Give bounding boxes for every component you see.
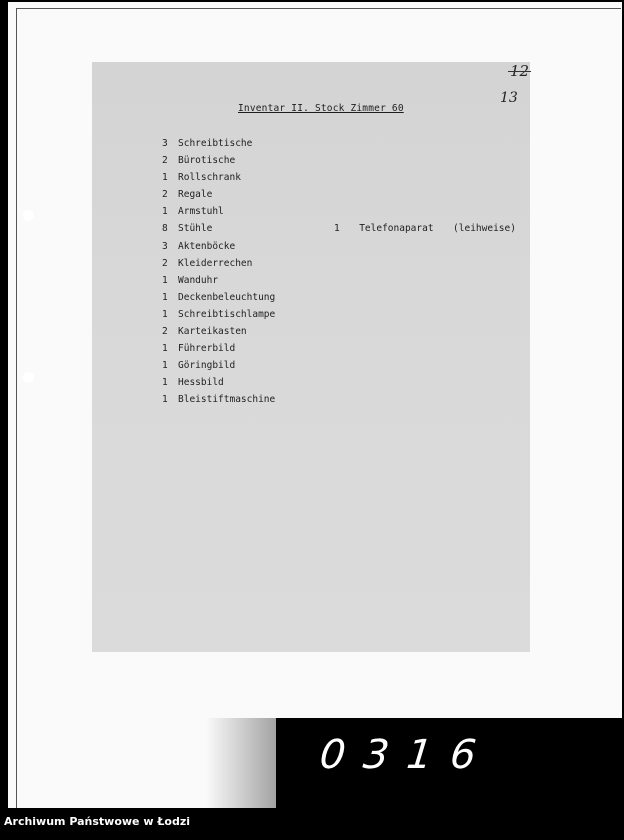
list-item — [162, 326, 275, 343]
item-name: Regale — [178, 189, 213, 201]
item-name: Kleiderrechen — [178, 257, 253, 269]
item-quantity: 2 — [162, 326, 168, 338]
list-item — [162, 172, 275, 189]
film-strip — [276, 718, 624, 808]
inventory-list — [162, 138, 275, 412]
list-item — [162, 223, 275, 240]
item-name: Deckenbeleuchtung — [178, 291, 276, 303]
list-item — [162, 377, 275, 394]
list-item — [162, 275, 275, 292]
item-name: Stühle — [178, 223, 213, 235]
item-quantity: 2 — [162, 189, 168, 201]
item-name: Führerbild — [178, 343, 236, 355]
item-name: Rollschrank — [178, 172, 241, 184]
side-note-remark: (leihweise) — [453, 223, 516, 234]
item-quantity: 8 — [162, 223, 168, 235]
item-quantity: 1 — [162, 172, 168, 184]
scan-frame — [8, 2, 622, 808]
item-name: Schreibtischlampe — [178, 308, 276, 320]
list-item — [162, 360, 275, 377]
item-quantity: 1 — [162, 308, 168, 320]
item-name: Hessbild — [178, 377, 224, 389]
item-name: Göringbild — [178, 360, 236, 372]
item-quantity: 3 — [162, 138, 168, 149]
item-quantity: 1 — [162, 274, 168, 286]
page-title: Inventar II. Stock Zimmer 60 — [238, 103, 404, 114]
punch-hole — [23, 372, 34, 383]
list-item — [162, 394, 275, 411]
item-name: Wanduhr — [178, 274, 219, 286]
item-name: Karteikasten — [178, 326, 247, 338]
item-name: Bürotische — [178, 155, 236, 167]
item-quantity: 1 — [162, 343, 168, 355]
side-note — [334, 223, 516, 234]
list-item — [162, 138, 275, 155]
item-quantity: 1 — [162, 377, 168, 389]
item-quantity: 1 — [162, 360, 168, 372]
list-item — [162, 189, 275, 206]
list-item — [162, 292, 275, 309]
item-name: Bleistiftmaschine — [178, 394, 276, 406]
item-quantity: 1 — [162, 206, 168, 218]
side-note-name: Telefonaparat — [359, 223, 434, 234]
list-item — [162, 258, 275, 275]
item-quantity: 1 — [162, 394, 168, 406]
list-item — [162, 206, 275, 223]
item-name: Armstuhl — [178, 206, 224, 218]
document-page — [92, 62, 530, 652]
item-quantity: 2 — [162, 257, 168, 269]
punch-hole — [23, 210, 34, 221]
folio-number-crossed: 12 — [510, 62, 530, 80]
list-item — [162, 155, 275, 172]
item-quantity: 2 — [162, 155, 168, 167]
item-name: Schreibtische — [178, 138, 253, 149]
list-item — [162, 343, 275, 360]
item-name: Aktenböcke — [178, 240, 236, 252]
archive-label: Archiwum Państwowe w Łodzi — [4, 815, 191, 828]
folio-number: 13 — [500, 90, 518, 106]
list-item — [162, 309, 275, 326]
item-quantity: 1 — [162, 291, 168, 303]
film-frame-number: 0316 — [317, 732, 497, 778]
item-quantity: 3 — [162, 240, 168, 252]
list-item — [162, 241, 275, 258]
side-note-qty: 1 — [334, 223, 340, 234]
